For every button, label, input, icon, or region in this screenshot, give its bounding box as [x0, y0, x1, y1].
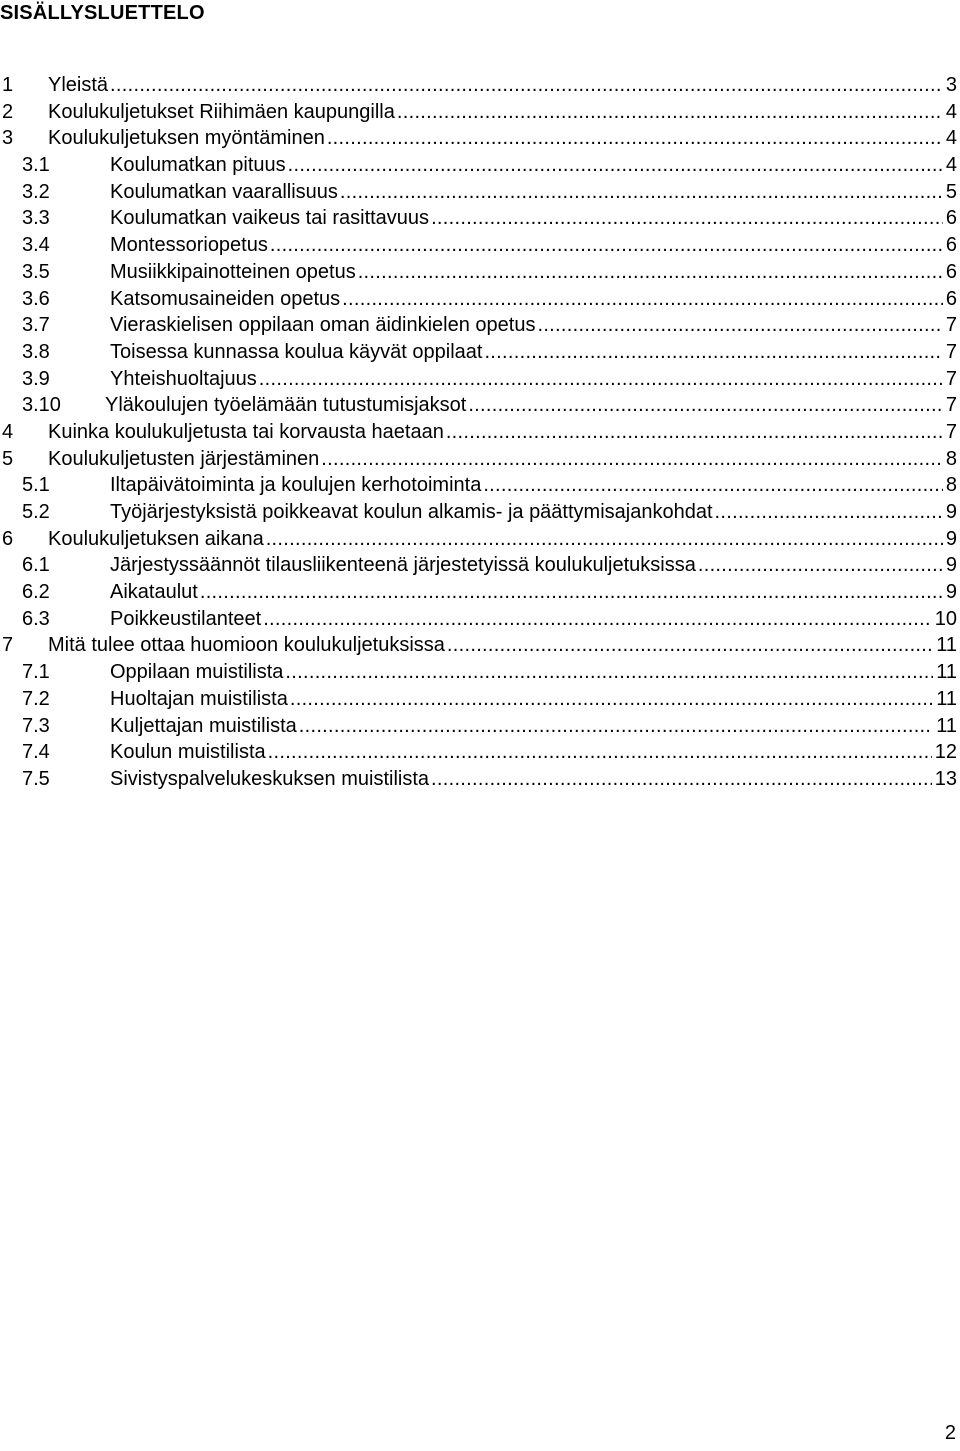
toc-entry-number: 4	[2, 420, 14, 443]
toc-entry-number: 6	[2, 527, 14, 550]
toc-entry[interactable]	[0, 366, 960, 393]
toc-entry-title: Aikataulut	[110, 581, 198, 604]
toc-entry-line	[48, 526, 957, 553]
toc-entry-line	[110, 339, 957, 366]
toc-dot-leader	[715, 499, 943, 526]
toc-entry[interactable]	[0, 99, 960, 126]
toc-entry[interactable]	[0, 659, 960, 686]
toc-dot-leader	[484, 339, 942, 366]
toc-entry-page: 7	[945, 340, 957, 363]
toc-entry-number: 2	[2, 100, 14, 123]
toc-entry-line	[48, 446, 957, 473]
toc-entry-page: 8	[945, 447, 957, 470]
toc-entry-line	[48, 419, 957, 446]
toc-dot-leader	[290, 686, 933, 713]
toc-dot-leader	[110, 72, 943, 99]
toc-entry-line	[110, 232, 957, 259]
toc-dot-leader	[431, 205, 943, 232]
table-of-contents	[0, 72, 960, 793]
toc-entry-page: 11	[936, 661, 957, 684]
toc-entry-page: 9	[945, 581, 957, 604]
toc-entry-number: 3.5	[22, 260, 50, 283]
toc-entry-line	[110, 205, 957, 232]
toc-entry-number: 5	[2, 447, 14, 470]
toc-entry-line	[110, 472, 957, 499]
toc-entry-number: 7.5	[22, 767, 50, 790]
toc-dot-leader	[340, 179, 943, 206]
toc-dot-leader	[397, 99, 943, 126]
toc-entry-title: Iltapäivätoiminta ja koulujen kerhotoiminta	[110, 474, 482, 497]
toc-entry[interactable]	[0, 606, 960, 633]
toc-entry[interactable]	[0, 339, 960, 366]
toc-entry-line	[110, 152, 957, 179]
toc-dot-leader	[327, 125, 943, 152]
toc-entry-number: 3.2	[22, 180, 50, 203]
toc-entry[interactable]	[0, 205, 960, 232]
toc-entry-page: 11	[936, 634, 957, 657]
toc-entry-title: Musiikkipainotteinen opetus	[110, 260, 356, 283]
toc-entry-title: Kuinka koulukuljetusta tai korvausta haetaan	[48, 420, 444, 443]
toc-entry[interactable]	[0, 286, 960, 313]
toc-entry[interactable]	[0, 446, 960, 473]
toc-entry-title: Koulukuljetusten järjestäminen	[48, 447, 320, 470]
toc-entry[interactable]	[0, 232, 960, 259]
toc-dot-leader	[259, 366, 943, 393]
toc-dot-leader	[483, 472, 943, 499]
toc-entry-page: 5	[945, 180, 957, 203]
toc-entry-title: Vieraskielisen oppilaan oman äidinkielen opetus	[110, 314, 536, 337]
toc-entry-page: 8	[945, 474, 957, 497]
toc-dot-leader	[285, 659, 933, 686]
toc-entry-number: 3.6	[22, 287, 50, 310]
toc-dot-leader	[268, 739, 932, 766]
toc-entry-line	[110, 499, 957, 526]
toc-entry-number: 1	[2, 74, 14, 96]
toc-entry-line	[48, 632, 957, 659]
toc-entry[interactable]	[0, 766, 960, 793]
toc-entry-line	[110, 552, 957, 579]
toc-entry-page: 7	[945, 420, 957, 443]
toc-entry-number: 5.2	[22, 501, 50, 523]
toc-entry-line	[110, 713, 957, 740]
toc-dot-leader	[446, 419, 943, 446]
toc-dot-leader	[468, 392, 943, 419]
toc-entry[interactable]	[0, 739, 960, 766]
toc-entry-number: 3.4	[22, 234, 50, 257]
page-title: SISÄLLYSLUETTELO	[0, 2, 205, 24]
toc-entry-page: 7	[945, 367, 957, 390]
toc-dot-leader	[299, 713, 933, 740]
toc-entry-line	[110, 366, 957, 393]
toc-entry-title: Koulukuljetukset Riihimäen kaupungilla	[48, 100, 395, 123]
toc-entry-title: Sivistyspalvelukeskuksen muistilista	[110, 767, 430, 790]
toc-entry-title: Koulumatkan vaikeus tai rasittavuus	[110, 207, 430, 230]
toc-entry-title: Koulukuljetuksen aikana	[48, 527, 264, 550]
toc-entry[interactable]	[0, 526, 960, 553]
toc-entry-line	[110, 179, 957, 206]
toc-entry-page: 9	[945, 527, 957, 550]
toc-entry[interactable]	[0, 579, 960, 606]
toc-dot-leader	[263, 606, 932, 633]
toc-entry[interactable]	[0, 472, 960, 499]
toc-entry-page: 6	[945, 287, 957, 310]
toc-entry-title: Huoltajan muistilista	[110, 687, 288, 710]
toc-entry-line	[48, 99, 957, 126]
toc-dot-leader	[447, 632, 933, 659]
toc-entry-number: 5.1	[22, 474, 50, 497]
page-number: 2	[944, 1422, 956, 1444]
toc-dot-leader	[342, 286, 943, 313]
toc-entry-title: Poikkeustilanteet	[110, 607, 262, 630]
toc-entry-title: Koulumatkan vaarallisuus	[110, 180, 338, 203]
toc-entry-page: 6	[945, 260, 957, 283]
toc-entry[interactable]	[0, 259, 960, 286]
toc-entry-number: 3.10	[22, 394, 61, 417]
toc-entry-number: 7.4	[22, 741, 50, 764]
toc-dot-leader	[270, 232, 943, 259]
toc-entry-number: 7.3	[22, 714, 50, 737]
toc-dot-leader	[200, 579, 943, 606]
toc-entry[interactable]	[0, 125, 960, 152]
toc-entry-line	[110, 686, 957, 713]
toc-entry-line	[105, 392, 957, 419]
toc-entry-line	[48, 72, 957, 99]
toc-entry-title: Montessoriopetus	[110, 234, 268, 257]
toc-entry-page: 7	[945, 314, 957, 337]
toc-entry-title: Katsomusaineiden opetus	[110, 287, 341, 310]
toc-entry-title: Yleistä	[48, 74, 109, 96]
toc-entry-title: Koulun muistilista	[110, 741, 266, 764]
toc-entry-page: 4	[945, 127, 957, 150]
toc-entry-number: 7.1	[22, 661, 50, 684]
toc-entry[interactable]	[0, 419, 960, 446]
toc-entry-page: 6	[945, 234, 957, 257]
toc-entry[interactable]	[0, 499, 960, 526]
toc-entry-page: 10	[934, 607, 957, 630]
toc-entry-line	[110, 259, 957, 286]
toc-entry-line	[110, 579, 957, 606]
toc-entry-page: 12	[934, 741, 957, 764]
toc-entry-number: 3.7	[22, 314, 50, 337]
toc-entry-number: 7	[2, 634, 14, 657]
toc-entry-number: 7.2	[22, 687, 50, 710]
toc-dot-leader	[288, 152, 943, 179]
toc-entry[interactable]	[0, 392, 960, 419]
toc-entry[interactable]	[0, 686, 960, 713]
toc-entry-page: 9	[945, 554, 957, 577]
toc-entry-line	[110, 739, 957, 766]
toc-entry-line	[110, 766, 957, 793]
toc-entry-title: Yläkoulujen työelämään tutustumisjaksot	[105, 394, 467, 417]
toc-entry-line	[110, 312, 957, 339]
toc-entry-line	[110, 286, 957, 313]
toc-entry-number: 6.3	[22, 607, 50, 630]
toc-entry-title: Oppilaan muistilista	[110, 661, 284, 684]
toc-dot-leader	[431, 766, 932, 793]
toc-entry-title: Kuljettajan muistilista	[110, 714, 297, 737]
toc-entry-title: Koulukuljetuksen myöntäminen	[48, 127, 325, 150]
toc-entry-number: 3.9	[22, 367, 50, 390]
toc-entry[interactable]	[0, 632, 960, 659]
toc-entry-page: 7	[945, 394, 957, 417]
toc-entry[interactable]	[0, 152, 960, 179]
toc-entry-number: 3.3	[22, 207, 50, 230]
toc-entry-line	[110, 606, 957, 633]
toc-entry-title: Työjärjestyksistä poikkeavat koulun alkamis- ja päättymisajankohdat	[110, 501, 713, 523]
toc-entry-page: 11	[936, 687, 957, 710]
toc-dot-leader	[266, 526, 943, 553]
toc-entry[interactable]	[0, 552, 960, 579]
toc-entry[interactable]	[0, 312, 960, 339]
toc-dot-leader	[537, 312, 942, 339]
toc-entry-line	[110, 659, 957, 686]
toc-entry-number: 3.1	[22, 154, 50, 177]
toc-entry-title: Koulumatkan pituus	[110, 154, 286, 177]
toc-entry-title: Mitä tulee ottaa huomioon koulukuljetuksissa	[48, 634, 445, 657]
toc-entry-title: Yhteishuoltajuus	[110, 367, 257, 390]
toc-entry-page: 6	[945, 207, 957, 230]
toc-entry-number: 3.8	[22, 340, 50, 363]
toc-entry[interactable]	[0, 713, 960, 740]
toc-entry-title: Toisessa kunnassa koulua käyvät oppilaat	[110, 340, 483, 363]
toc-entry-number: 3	[2, 127, 14, 150]
toc-entry-page: 9	[945, 501, 957, 523]
toc-entry-page: 11	[936, 714, 957, 737]
toc-entry-title: Järjestyssäännöt tilausliikenteenä järjestetyissä koulukuljetuksissa	[110, 554, 696, 577]
toc-entry-page: 4	[945, 154, 957, 177]
toc-entry[interactable]	[0, 179, 960, 206]
toc-entry-page: 4	[945, 100, 957, 123]
toc-dot-leader	[321, 446, 943, 473]
toc-entry-line	[48, 125, 957, 152]
toc-entry-page: 13	[934, 767, 957, 790]
toc-entry-number: 6.1	[22, 554, 50, 577]
toc-dot-leader	[698, 552, 943, 579]
toc-entry[interactable]	[0, 72, 960, 99]
toc-dot-leader	[358, 259, 943, 286]
toc-entry-page: 3	[945, 74, 957, 96]
toc-entry-number: 6.2	[22, 581, 50, 604]
